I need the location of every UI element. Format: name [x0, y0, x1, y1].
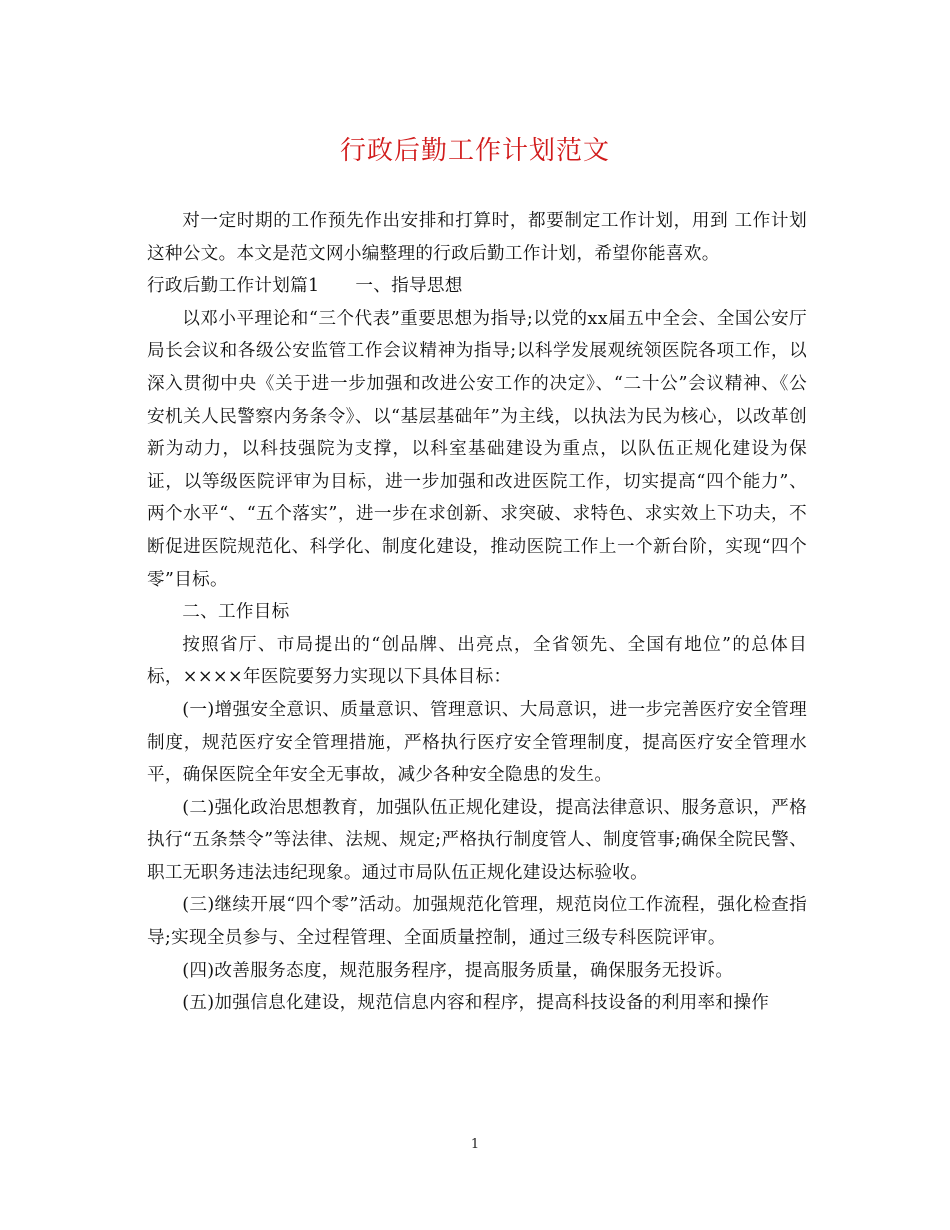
page-number: 1	[470, 1137, 480, 1152]
section-heading-guiding-thought: 行政后勤工作计划篇1 一、指导思想	[147, 276, 463, 297]
document-body	[147, 205, 807, 1020]
goal-item-3: (三)继续开展“四个零”活动。加强规范化管理，规范岗位工作流程，强化检查指导;实现全员参与、全过程管理、全面质量控制，通过三级专科医院评审。	[147, 895, 807, 949]
work-goals-intro-paragraph: 按照省厅、市局提出的“创品牌、出亮点，全省领先、全国有地位”的总体目标，××××年医院要努力实现以下具体目标：	[147, 634, 807, 688]
goal-item-2: (二)强化政治思想教育，加强队伍正规化建设，提高法律意识、服务意识，严格执行“五条禁令”等法律、法规、规定;严格执行制度管人、制度管事;确保全院民警、职工无职务违法违纪现象。通过市局队伍正规化建设达标验收。	[147, 797, 807, 883]
goal-item-5: (五)加强信息化建设，规范信息内容和程序，提高科技设备的利用率和操作	[182, 993, 770, 1014]
intro-paragraph: 对一定时期的工作预先作出安排和打算时，都要制定工作计划，用到 工作计划 这种公文。本文是范文网小编整理的行政后勤工作计划，希望你能喜欢。	[147, 211, 807, 264]
document-title: 行政后勤工作计划范文	[339, 136, 610, 166]
goal-item-4: (四)改善服务态度，规范服务程序，提高服务质量，确保服务无投诉。	[182, 960, 734, 981]
guiding-thought-paragraph: 以邓小平理论和“三个代表”重要思想为指导;以党的xx届五中全会、全国公安厅局长会议和各级公安监管工作会议精神为指导;以科学发展观统领医院各项工作，以深入贯彻中央《关于进一步加强和改进公安工作的决定》、“二十公”会议精神、《公安机关人民警察内务条令》、以“基层基础年”为主线，以执法为民为核心，以改革创新为动力，以科技强院为支撑，以科室基础建设为重点，以队伍正规化建设为保证，以等级医院评审为目标，进一步加强和改进医院工作，切实提高“四个能力”、两个水平“、“五个落实”，进一步在求创新、求突破、求特色、求实效上下功夫，不断促进医院规范化、科学化、制度化建设，推动医院工作上一个新台阶，实现“四个零”目标。	[147, 308, 807, 590]
goal-item-1: (一)增强安全意识、质量意识、管理意识、大局意识，进一步完善医疗安全管理制度，规范医疗安全管理措施，严格执行医疗安全管理制度，提高医疗安全管理水平，确保医院全年安全无事故，减少各种安全隐患的发生。	[147, 699, 807, 786]
section-heading-work-goals: 二、工作目标	[182, 602, 290, 623]
